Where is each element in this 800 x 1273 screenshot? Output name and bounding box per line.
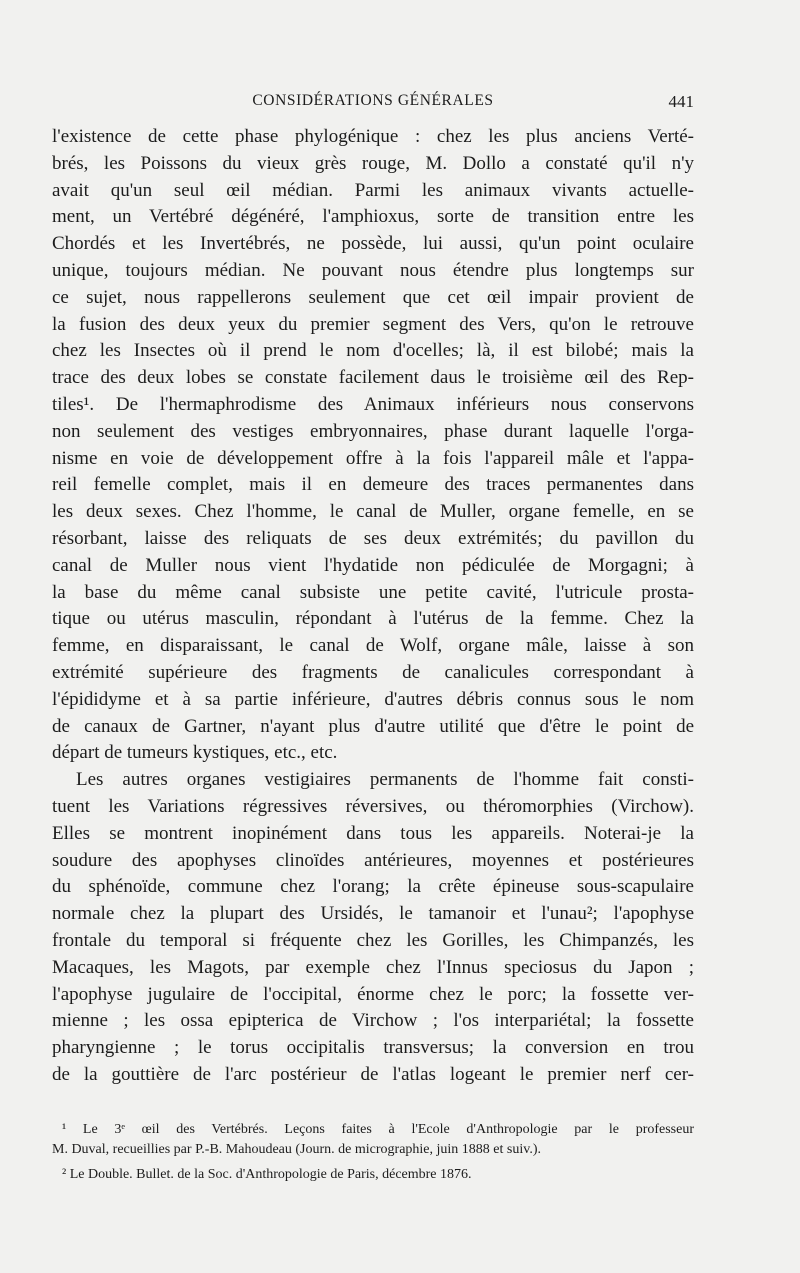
text-line: la fusion des deux yeux du premier segment des Vers, qu'on le retrouve (52, 313, 694, 335)
text-line: du sphénoïde, commune chez l'orang; la crête épineuse sous-scapulaire (52, 876, 694, 898)
text-line: chez les Insectes où il prend le nom d'ocelles; là, il est bilobé; mais la (52, 340, 694, 362)
text-line: extrémité supérieure des fragments de canalicules correspondant à (52, 661, 694, 683)
text-line: Elles se montrent inopinément dans tous les appareils. Noterai-je la (52, 822, 694, 844)
text-line: tique ou utérus masculin, répondant à l'utérus de la femme. Chez la (52, 608, 694, 630)
text-line: ment, un Vertébré dégénéré, l'amphioxus, sorte de transition entre les (52, 206, 694, 228)
text-line: canal de Muller nous vient l'hydatide non pédiculée de Morgagni; à (52, 554, 694, 576)
footnote-1-line-2: M. Duval, recueillies par P.-B. Mahoudeau (Journ. de micrographie, juin 1888 et suiv.). (52, 1142, 541, 1157)
text-line: pharyngienne ; le torus occipitalis transversus; la conversion en trou (52, 1037, 694, 1059)
text-line: résorbant, laisse des reliquats de ses deux extrémités; du pavillon du (52, 527, 694, 549)
text-line: unique, toujours médian. Ne pouvant nous étendre plus longtemps sur (52, 259, 694, 281)
footnote-2: ² Le Double. Bullet. de la Soc. d'Anthropologie de Paris, décembre 1876. (62, 1167, 472, 1182)
paragraph-start-line: Les autres organes vestigiaires permanents de l'homme fait consti- (76, 769, 694, 791)
page-number: 441 (668, 92, 694, 111)
text-line: Chordés et les Invertébrés, ne possède, lui aussi, qu'un point oculaire (52, 233, 694, 255)
body-text (52, 124, 694, 1089)
text-line: de la gouttière de l'arc postérieur de l'atlas logeant le premier nerf cer- (52, 1063, 694, 1085)
text-line: avait qu'un seul œil médian. Parmi les animaux vivants actuelle- (52, 179, 694, 201)
text-line: frontale du temporal si fréquente chez les Gorilles, les Chimpanzés, les (52, 929, 694, 951)
text-line: l'épididyme et à sa partie inférieure, d'autres débris connus sous le nom (52, 688, 694, 710)
text-line: de canaux de Gartner, n'ayant plus d'autre utilité que d'être le point de (52, 715, 694, 737)
text-line: mienne ; les ossa epipterica de Virchow ; l'os interpariétal; la fossette (52, 1010, 694, 1032)
text-line: nisme en voie de développement offre à la fois l'appareil mâle et l'appa- (52, 447, 694, 469)
text-line: soudure des apophyses clinoïdes antérieures, moyennes et postérieures (52, 849, 694, 871)
text-line: non seulement des vestiges embryonnaires, phase durant laquelle l'orga- (52, 420, 694, 442)
text-line: tiles¹. De l'hermaphrodisme des Animaux inférieurs nous conservons (52, 393, 694, 415)
text-line: l'existence de cette phase phylogénique : chez les plus anciens Verté- (52, 126, 694, 147)
text-line: normale chez la plupart des Ursidés, le tamanoir et l'unau²; l'apophyse (52, 903, 694, 925)
running-title: CONSIDÉRATIONS GÉNÉRALES (252, 92, 494, 109)
text-line: départ de tumeurs kystiques, etc., etc. (52, 742, 338, 764)
text-line: la base du même canal subsiste une petite cavité, l'utricule prosta- (52, 581, 694, 603)
text-line: les deux sexes. Chez l'homme, le canal de Muller, organe femelle, en se (52, 501, 694, 523)
text-line: ce sujet, nous rappellerons seulement que cet œil impair provient de (52, 286, 694, 308)
text-line: Macaques, les Magots, par exemple chez l'Innus speciosus du Japon ; (52, 956, 694, 978)
text-line: tuent les Variations régressives réversives, ou théromorphies (Virchow). (52, 795, 694, 817)
text-line: reil femelle complet, mais il en demeure des traces permanentes dans (52, 474, 694, 496)
page-header (52, 92, 694, 118)
footnote-1-line-1: ¹ Le 3ᵉ œil des Vertébrés. Leçons faites à l'Ecole d'Anthropologie par le professeur (62, 1122, 694, 1137)
text-line: trace des deux lobes se constate facilement daus le troisième œil des Rep- (52, 367, 694, 389)
text-line: femme, en disparaissant, le canal de Wolf, organe mâle, laisse à son (52, 635, 694, 657)
text-line: brés, les Poissons du vieux grès rouge, M. Dollo a constaté qu'il n'y (52, 152, 694, 174)
footnotes (52, 1120, 694, 1185)
text-line: l'apophyse jugulaire de l'occipital, énorme chez le porc; la fossette ver- (52, 983, 694, 1005)
